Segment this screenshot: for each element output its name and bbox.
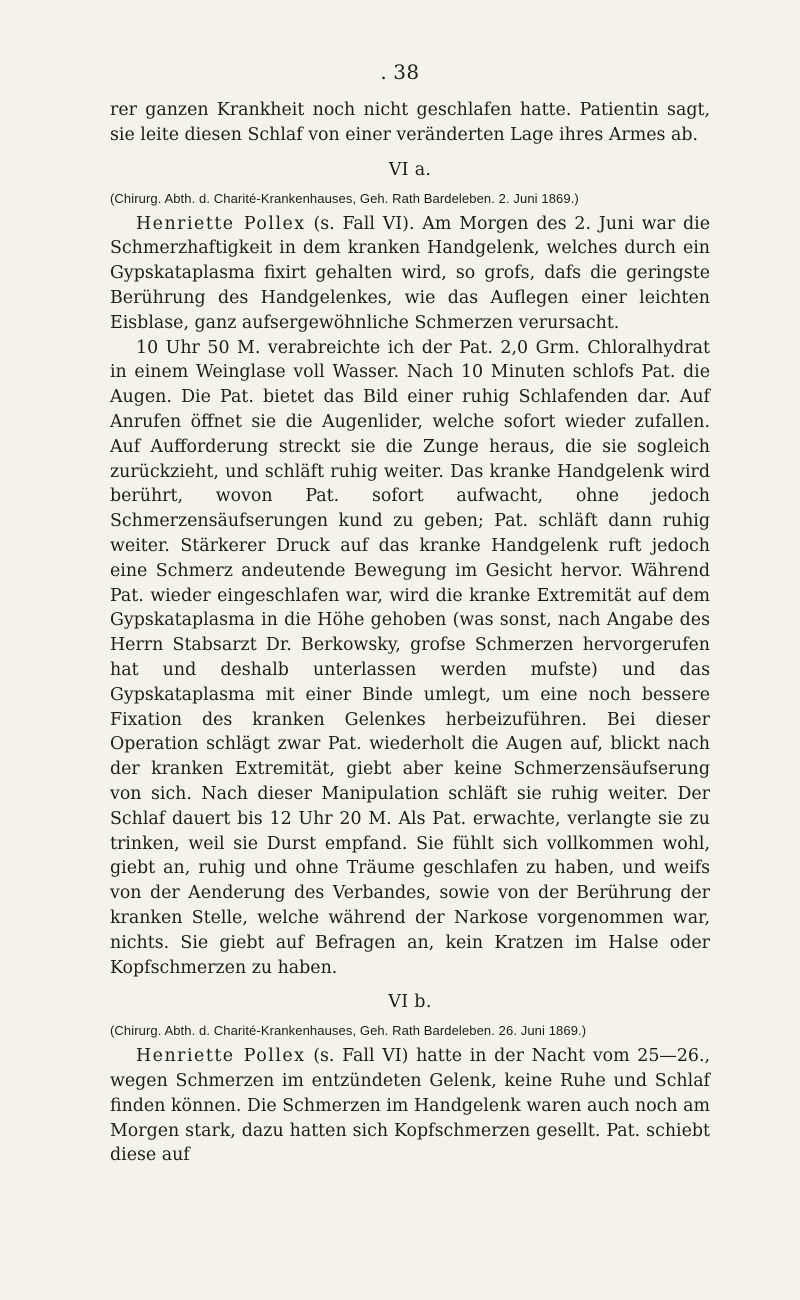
page-number-value: 38	[393, 60, 420, 84]
text-block	[110, 98, 710, 1168]
page-number	[0, 60, 800, 84]
patient-name-vi-a: Henriette Pollex	[136, 213, 306, 234]
intro-paragraph: rer ganzen Krankheit noch nicht geschlafen hatte. Patientin sagt, sie leite diesen Schlaf von einer veränderten Lage ihres Armes ab.	[110, 100, 710, 145]
source-note-vi-a: (Chirurg. Abth. d. Charité-Krankenhauses, Geh. Rath Bardeleben. 2. Juni 1869.)	[110, 190, 579, 206]
section-heading-vi-a: VI a.	[388, 159, 432, 180]
section-heading-vi-b: VI b.	[388, 992, 432, 1013]
page-number-dot: .	[380, 60, 388, 84]
case-body-paragraph-vi-a: 10 Uhr 50 M. verabreichte ich der Pat. 2,0 Grm. Chloralhydrat in einem Weinglase voll Wasser. Nach 10 Minuten schlofs Pat. die Augen. Die Pat. bietet das Bild einer ruhig Schlafenden dar. Auf Anrufen öffnet sie die Augenlider, welche sofort wieder zufallen. Auf Aufforderung streckt sie die Zunge heraus, die sie sogleich zurückzieht, und schläft ruhig weiter. Das kranke Handgelenk wird berührt, wovon Pat. sofort aufwacht, ohne jedoch Schmerzensäufserungen kund zu geben; Pat. schläft dann ruhig weiter. Stärkerer Druck auf das kranke Handgelenk ruft jedoch eine Schmerz andeutende Bewegung im Gesicht hervor. Während Pat. wieder eingeschlafen war, wird die kranke Extremität auf dem Gypskataplasma in die Höhe gehoben (was sonst, nach Angabe des Herrn Stabsarzt Dr. Berkowsky, grofse Schmerzen hervorgerufen hat und deshalb unterlassen werden mufste) und das Gypskataplasma mit einer Binde umlegt, um eine noch bessere Fixation des kranken Gelenkes herbeizuführen. Bei dieser Operation schlägt zwar Pat. wiederholt die Augen auf, blickt nach der kranken Extremität, giebt aber keine Schmerzensäufserung von sich. Nach dieser Manipulation schläft sie ruhig weiter. Der Schlaf dauert bis 12 Uhr 20 M. Als Pat. erwachte, verlangte sie zu trinken, weil sie Durst empfand. Sie fühlt sich vollkommen wohl, giebt an, ruhig und ohne Träume geschlafen zu haben, und weifs von der Aenderung des Verbandes, sowie von der Berührung der kranken Stelle, welche während der Narkose vorgenommen war, nichts. Sie giebt auf Befragen an, kein Kratzen im Halse oder Kopfschmerzen zu haben.	[110, 337, 710, 978]
case-lead-text-vi-b: (s. Fall VI) hatte in der Nacht vom 25—26., wegen Schmerzen im entzündeten Gelenk, keine Ruhe und Schlaf finden können. Die Schmerzen im Handgelenk waren auch noch am Morgen stark, dazu hatten sich Kopfschmerzen gesellt. Pat. schiebt diese auf	[110, 1046, 711, 1166]
patient-name-vi-b: Henriette Pollex	[136, 1046, 306, 1067]
case-lead-text-vi-a: (s. Fall VI). Am Morgen des 2. Juni war die Schmerzhaftigkeit in dem kranken Handgelenk, welches durch ein Gypskataplasma fixirt gehalten wird, so grofs, dafs die geringste Berührung des Handgelenkes, wie das Auflegen einer leichten Eisblase, ganz aufsergewöhnliche Schmerzen verursacht.	[110, 213, 710, 333]
case-lead-paragraph-vi-b	[110, 1044, 710, 1168]
case-lead-paragraph-vi-a	[110, 212, 710, 336]
source-note-vi-b: (Chirurg. Abth. d. Charité-Krankenhauses, Geh. Rath Bardeleben. 26. Juni 1869.)	[110, 1023, 587, 1039]
